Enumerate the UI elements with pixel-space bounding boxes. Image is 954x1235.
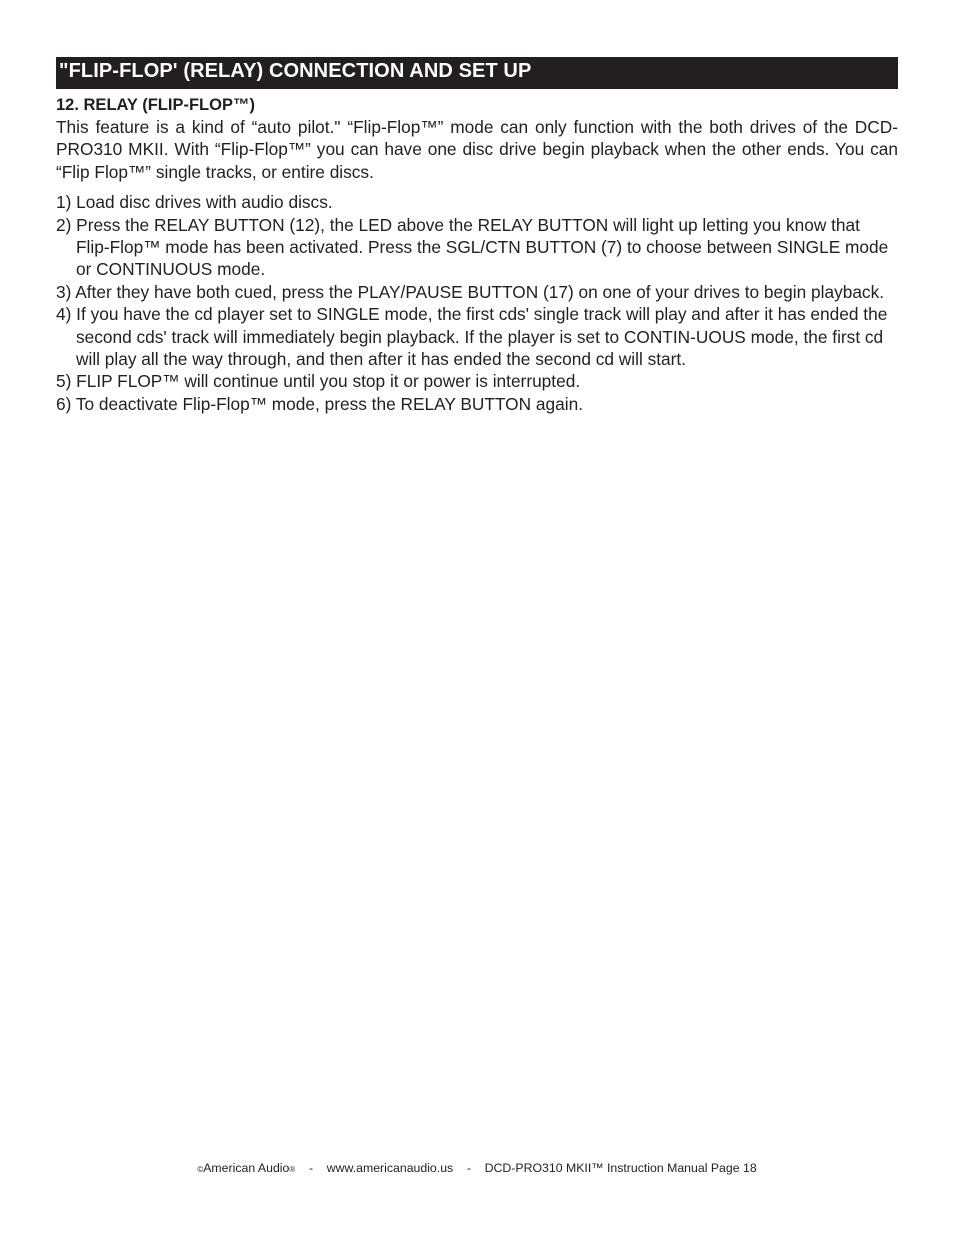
section-title: "FLIP-FLOP' (RELAY) CONNECTION AND SET UP [59, 60, 532, 82]
copyright-symbol: © [197, 1165, 204, 1174]
list-item: 5) FLIP FLOP™ will continue until you stop it or power is interrupted. [56, 371, 581, 392]
list-item: 1) Load disc drives with audio discs. [56, 192, 333, 213]
steps-list [56, 191, 898, 415]
footer-page-info: DCD-PRO310 MKII™ Instruction Manual Page 18 [484, 1161, 757, 1175]
section-header-bar [56, 57, 898, 89]
footer-separator: - [466, 1161, 471, 1175]
footer-website: www.americanaudio.us [326, 1161, 454, 1175]
list-item: 3) After they have both cued, press the PLAY/PAUSE BUTTON (17) on one of your drives to begin playback. [56, 281, 885, 302]
list-item: 4) If you have the cd player set to SINGLE mode, the first cds' single track will play and after it has ended the second cds' track will immediately begin playback. If the player is set to CONTIN-UOUS mode, the first cd will play all the way through, and then after it has ended the second cd will start. [56, 304, 888, 370]
intro-paragraph: This feature is a kind of “auto pilot." “Flip-Flop™” mode can only function with the both drives of the DCD-PRO310 MKII. With “Flip-Flop™” you can have one disc drive begin playback when the other ends. You can “Flip Flop™” single tracks, or entire discs. [56, 117, 898, 182]
registered-symbol: ® [289, 1165, 296, 1174]
list-item: 6) To deactivate Flip-Flop™ mode, press the RELAY BUTTON again. [56, 393, 583, 414]
footer-separator: - [308, 1161, 314, 1175]
list-item: 2) Press the RELAY BUTTON (12), the LED above the RELAY BUTTON will light up letting you know that Flip-Flop™ mode has been activated. Press the SGL/CTN BUTTON (7) to choose between SINGLE mode or CONTINUOUS mode. [56, 214, 889, 280]
footer-brand: American Audio [203, 1161, 290, 1175]
section-body [56, 94, 898, 415]
page-footer [0, 1161, 954, 1175]
subheading: 12. RELAY (FLIP-FLOP™) [56, 96, 255, 114]
